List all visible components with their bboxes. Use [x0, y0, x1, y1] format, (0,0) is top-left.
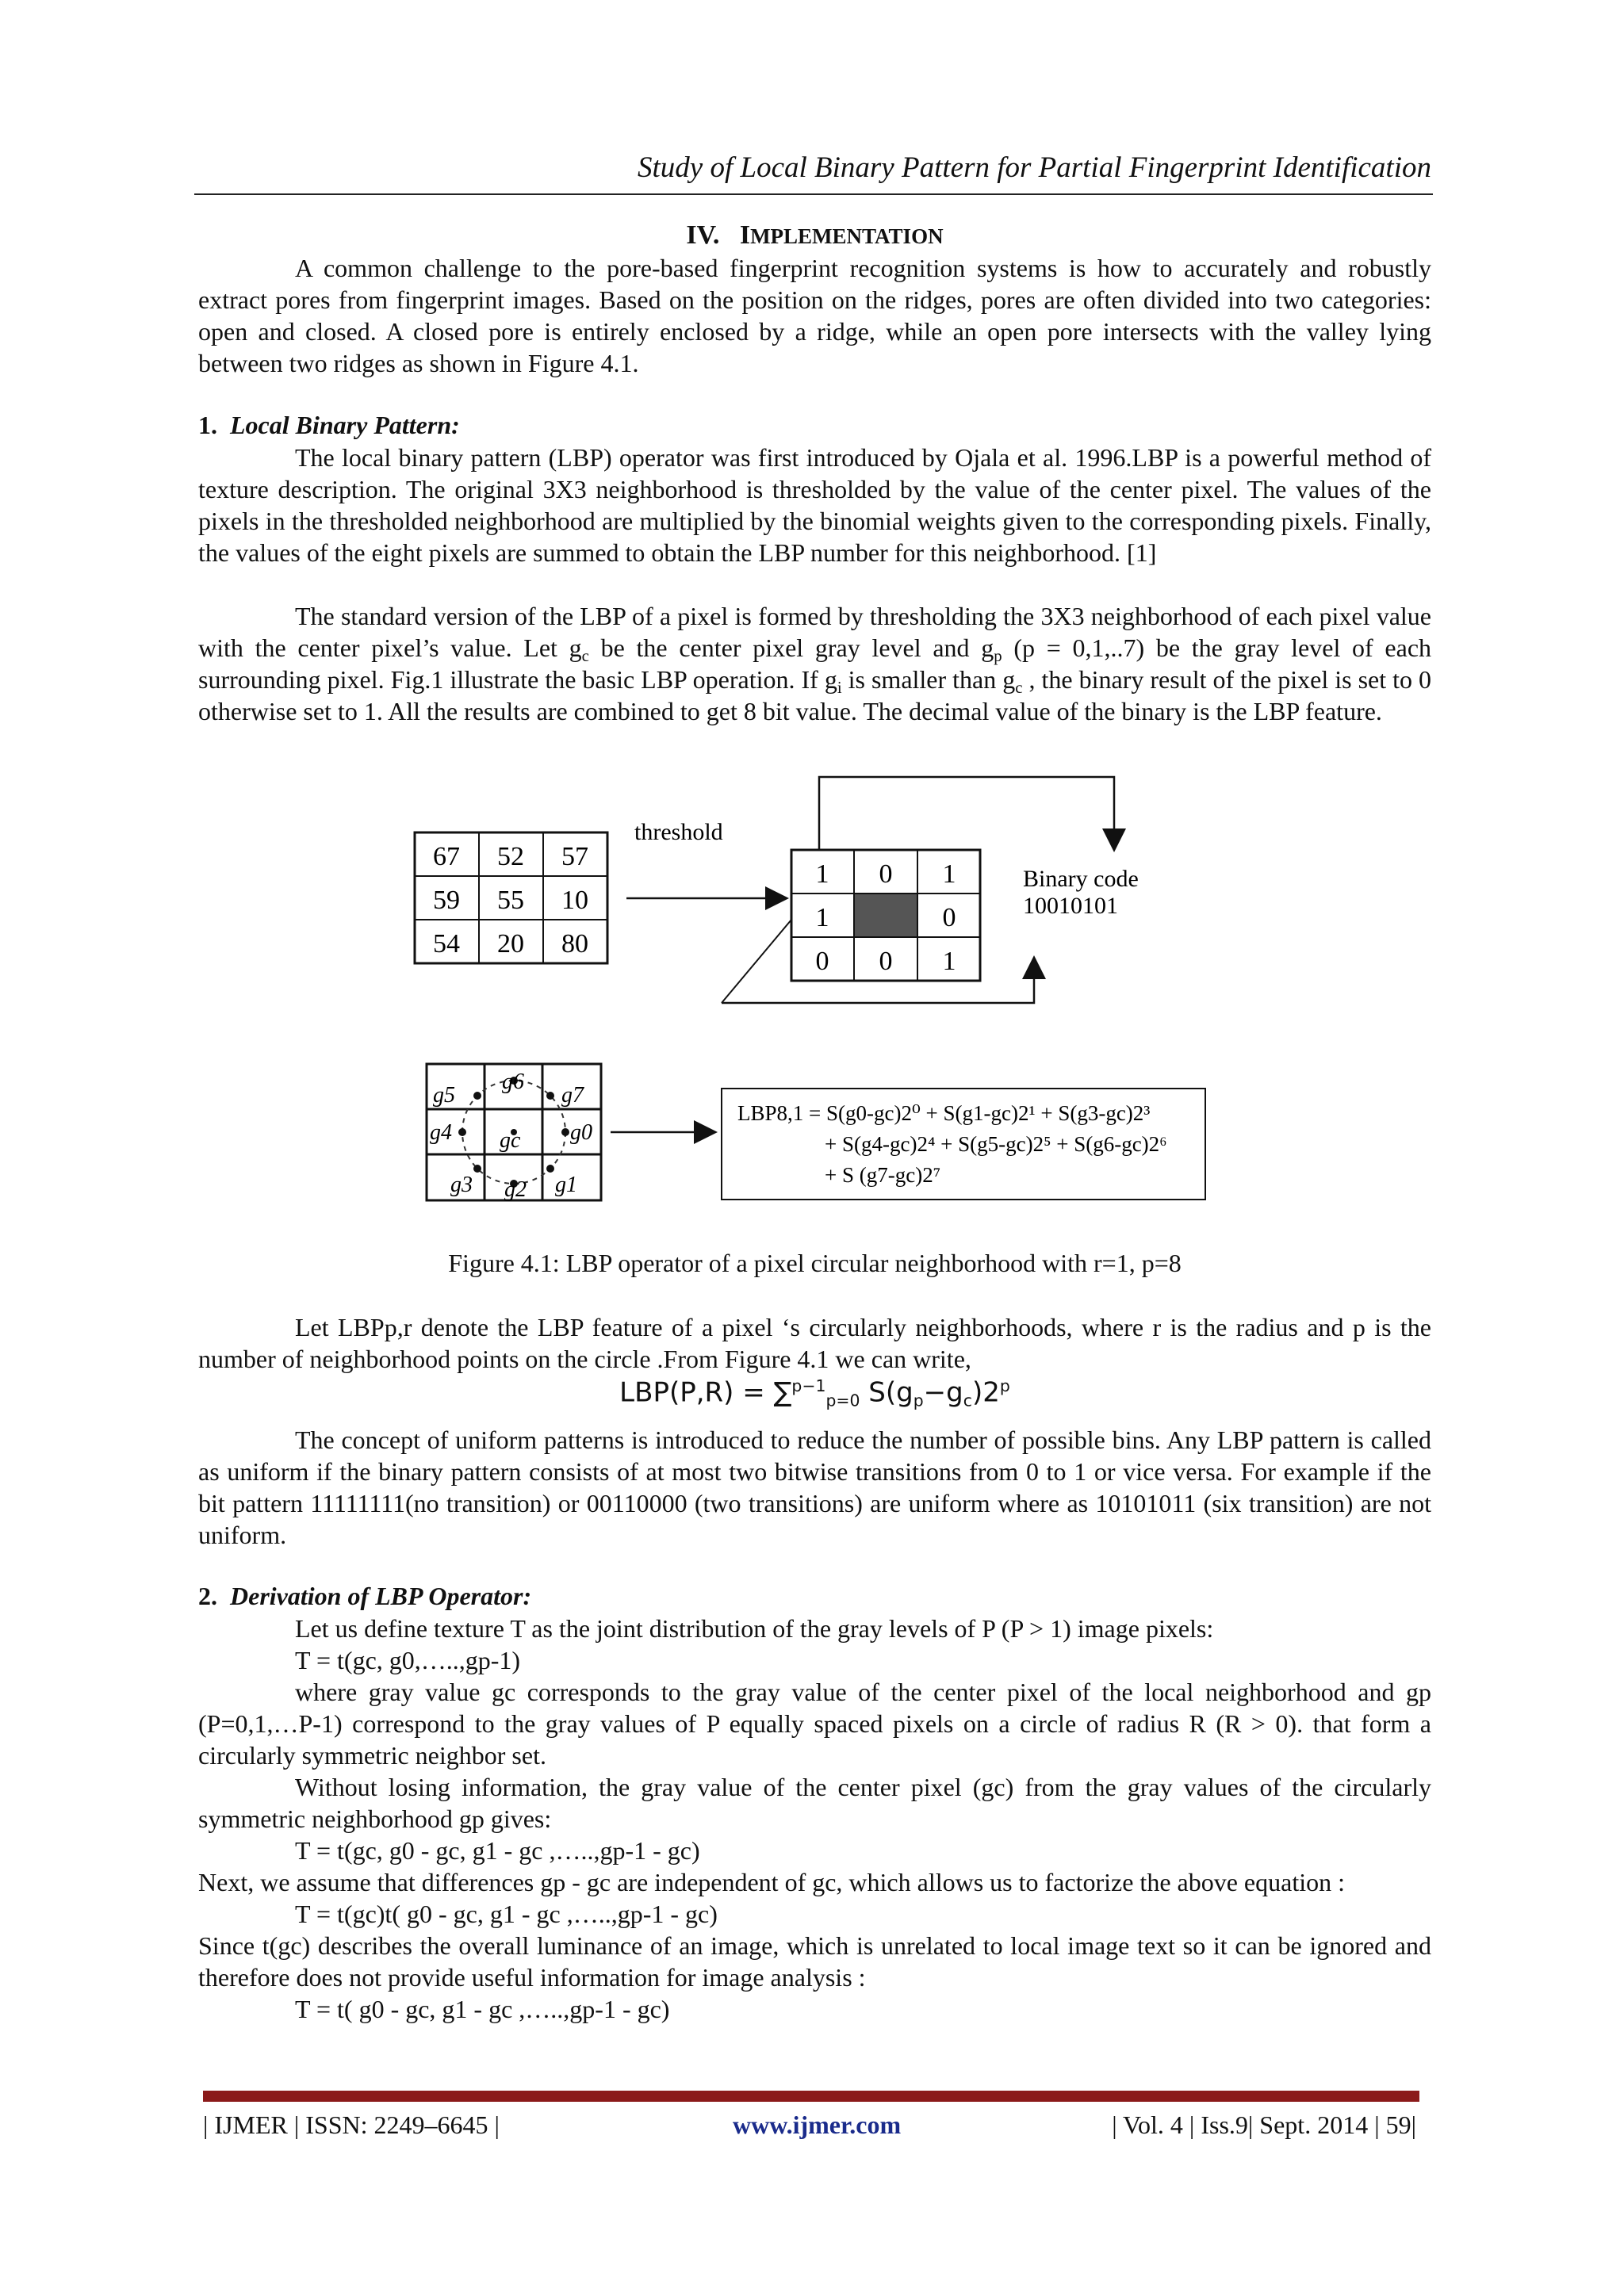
- binary-cell: 0: [879, 859, 893, 889]
- texture-paragraph: Let us define texture T as the joint distribution of the gray levels of P (P > 1) image pixels:: [295, 1614, 1214, 1643]
- section-first-letter: I: [739, 220, 751, 250]
- input-cell: 54: [433, 929, 460, 959]
- section-title-rest: MPLEMENTATION: [750, 224, 944, 248]
- binary-cell: 1: [942, 947, 956, 976]
- formula-line-1: LBP8,1 = S(g0-gc)2⁰ + S(g1-gc)2¹ + S(g3-gc)2³: [737, 1101, 1151, 1125]
- binary-code-label: Binary code: [1023, 866, 1139, 892]
- since-paragraph: Since t(gc) describes the overall luminance of an image, which is unrelated to local image text so it can be ignored and therefore does not provide useful information for image analysis :: [198, 1931, 1431, 1992]
- lbp-paragraph-2: The standard version of the LBP of a pixel is formed by thresholding the 3X3 neighborhood of each pixel value with the center pixel’s value. Let $g_c$ be the center pixel gray level and $g_p$ (p = 0,1,..7) be the gray level of each surrounding pixel. Fig.1 illustrate the basic LBP operation. If $g_i$ is smaller than $g_c$ , the binary result of the pixel is set to 0 otherwise set to 1. All the results are combined to get 8 bit value. The decimal value of the binary is the LBP feature.: [198, 602, 1432, 725]
- binary-cell: 1: [815, 859, 829, 889]
- binary-cell: 1: [942, 859, 956, 889]
- formula-line-2: + S(g4-gc)2⁴ + S(g5-gc)2⁵ + S(g6-gc)2⁶: [825, 1132, 1167, 1156]
- input-cell: 20: [497, 929, 524, 959]
- binary-cell: 1: [815, 903, 829, 932]
- lbp-definition-paragraph: Let LBPp,r denote the LBP feature of a pixel ‘s circularly neighborhoods, where r is the radius and p is the number of neighborhood points on the circle .From Figure 4.1 we can write,: [198, 1313, 1431, 1373]
- formula-line-3: + S (g7-gc)2⁷: [825, 1163, 941, 1187]
- binary-cell: 0: [815, 947, 829, 976]
- footer-right: | Vol. 4 | Iss.9| Sept. 2014 | 59|: [1112, 2110, 1416, 2139]
- binary-grid: [791, 850, 980, 981]
- input-grid: [415, 832, 607, 963]
- neighbor-label: g3: [450, 1173, 473, 1197]
- binary-cell: 0: [879, 947, 893, 976]
- input-cell: 59: [433, 886, 460, 915]
- neighbor-label: g5: [433, 1083, 455, 1108]
- input-cell: 80: [561, 929, 588, 959]
- input-cell: 52: [497, 842, 524, 871]
- uniform-patterns-paragraph: The concept of uniform patterns is introduced to reduce the number of possible bins. Any LBP pattern is called as uniform if the binary pattern consists of at most two bitwise transitions from 0 to 1 or vice versa. For example if the bit pattern 11111111(no transition) or 00110000 (two transitions) are uniform where as 10101011 (six transition) are not uniform.: [198, 1425, 1431, 1549]
- diagonal-line: [722, 920, 791, 1003]
- neighbor-label: g7: [561, 1083, 584, 1108]
- neighbor-label: g1: [555, 1173, 577, 1197]
- subsection-2-heading: [198, 1582, 531, 1611]
- equation-4: T = t( g0 - gc, g1 - gc ,…..,gp-1 - gc): [295, 1995, 670, 2023]
- header-rule: [194, 193, 1433, 195]
- subsection-2-number: 2.: [198, 1582, 217, 1610]
- lbp-paragraph-1: The local binary pattern (LBP) operator was first introduced by Ojala et al. 1996.LBP is a powerful method of texture description. The original 3X3 neighborhood is thresholded by the value of the center pixel. The values of the pixels in the thresholded neighborhood are multiplied by the binomial weights given to the corresponding pixels. Finally, the values of the eight pixels are summed to obtain the LBP number for this neighborhood. [1]: [198, 443, 1431, 567]
- where-paragraph: where gray value gc corresponds to the gray value of the center pixel of the local neighborhood and gp (P=0,1,…P-1) correspond to the gray values of P equally spaced pixels on a circle of radius R (R > 0). that form a circularly symmetric neighbor set.: [198, 1678, 1431, 1770]
- subsection-1-title: Local Binary Pattern:: [230, 411, 460, 439]
- neighbor-label: g0: [570, 1120, 592, 1145]
- intro-paragraph: A common challenge to the pore-based fingerprint recognition systems is how to accurately and robustly extract pores from fingerprint images. Based on the position on the ridges, pores are often divided into two categories: open and closed. A closed pore is entirely enclosed by a ridge, while an open pore intersects with the valley lying between two ridges as shown in Figure 4.1.: [198, 254, 1431, 377]
- neighborhood-grid: [427, 1064, 601, 1202]
- lbp-figure: [396, 765, 1237, 1233]
- footer-bar: [203, 2091, 1419, 2102]
- equation-3: T = t(gc)t( g0 - gc, g1 - gc ,…..,gp-1 - gc): [295, 1900, 718, 1928]
- subsection-2-title: Derivation of LBP Operator:: [230, 1582, 532, 1610]
- figure-caption: Figure 4.1: LBP operator of a pixel circular neighborhood with r=1, p=8: [448, 1249, 1182, 1277]
- loop-arrow-top: [819, 777, 1114, 850]
- equation-2: T = t(gc, g0 - gc, g1 - gc ,…..,gp-1 - gc): [295, 1836, 700, 1865]
- neighbor-label: g2: [504, 1177, 527, 1202]
- running-head: Study of Local Binary Pattern for Partial Fingerprint Identification: [638, 151, 1431, 184]
- subsection-1-number: 1.: [198, 411, 217, 439]
- lbp-equation: LBP(P,R) = ∑$^{p-1}_{p=0}$ $S(g_p-g_c)2^p$: [619, 1376, 1010, 1410]
- footer-website-link[interactable]: www.ijmer.com: [733, 2110, 902, 2139]
- section-title: [198, 220, 1431, 251]
- input-cell: 57: [561, 842, 588, 871]
- without-losing-paragraph: Without losing information, the gray value of the center pixel (gc) from the gray values of the circularly symmetric neighborhood gp gives:: [198, 1773, 1431, 1833]
- equation-1: T = t(gc, g0,…..,gp-1): [295, 1646, 521, 1674]
- neighbor-label: g6: [502, 1070, 524, 1094]
- threshold-label: threshold: [634, 819, 723, 845]
- binary-code-value: 10010101: [1023, 893, 1118, 919]
- section-number: IV.: [686, 220, 720, 250]
- binary-cell: 0: [942, 903, 956, 932]
- subsection-1-heading: [198, 411, 460, 440]
- neighbor-label: gc: [500, 1128, 521, 1153]
- input-cell: 10: [561, 886, 588, 915]
- input-cell: 55: [497, 886, 524, 915]
- next-paragraph: Next, we assume that differences gp - gc are independent of gc, which allows us to factorize the above equation :: [198, 1868, 1345, 1896]
- input-cell: 67: [433, 842, 460, 871]
- footer-left: | IJMER | ISSN: 2249–6645 |: [203, 2110, 500, 2139]
- neighbor-label: g4: [430, 1120, 452, 1145]
